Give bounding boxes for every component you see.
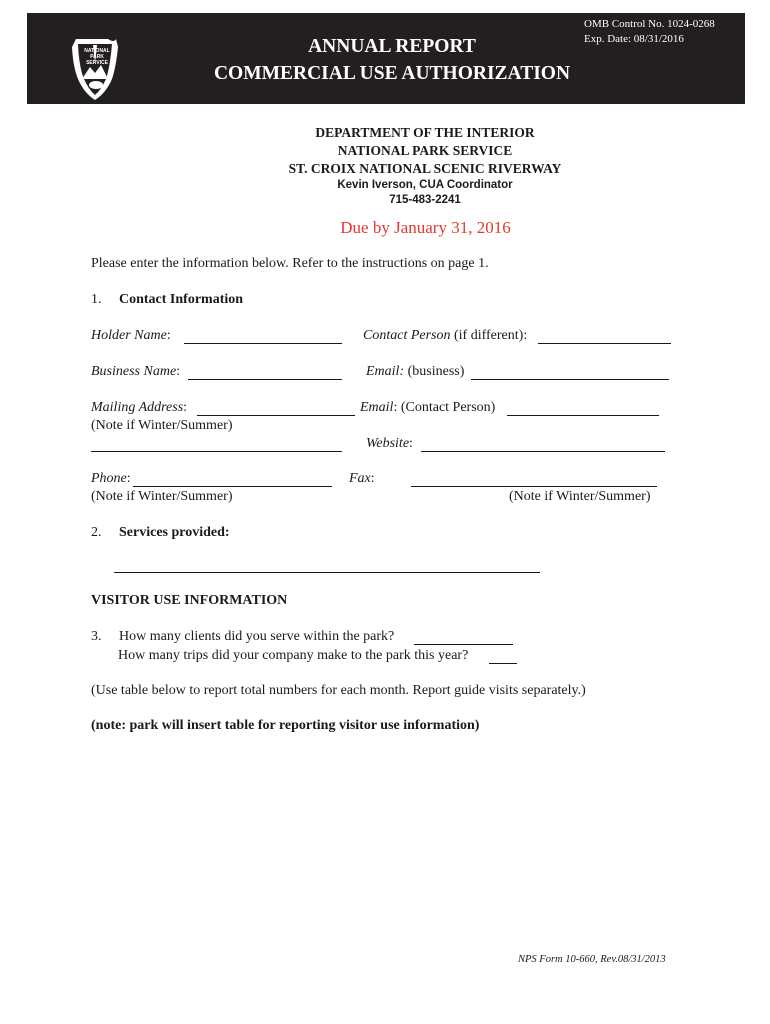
fax-row: Fax:: [349, 471, 375, 486]
services-provided-field[interactable]: [114, 572, 540, 573]
contact-person-label: Contact Person: [363, 328, 451, 343]
website-field[interactable]: [421, 451, 665, 452]
agency-line3: ST. CROIX NATIONAL SCENIC RIVERWAY: [288, 161, 562, 176]
mailing-address-field[interactable]: [197, 415, 355, 416]
nps-arrowhead-logo: [68, 37, 122, 101]
agency-block: [195, 124, 655, 208]
contact-person-if-different: (if different):: [454, 328, 528, 343]
agency-line1: DEPARTMENT OF THE INTERIOR: [315, 125, 535, 140]
fax-note: (Note if Winter/Summer): [509, 489, 651, 504]
omb-control-number: OMB Control No. 1024-0268: [584, 18, 715, 30]
form-title-line1: ANNUAL REPORT: [308, 36, 476, 57]
phone-note: (Note if Winter/Summer): [91, 489, 233, 504]
section1-number: 1.: [91, 292, 102, 307]
form-header-band: [27, 13, 745, 104]
insert-table-note: (note: park will insert table for reporting visitor use information): [91, 718, 480, 733]
visitor-use-heading: VISITOR USE INFORMATION: [91, 593, 288, 608]
holder-name-field[interactable]: [184, 343, 342, 344]
coordinator-name: Kevin Iverson, CUA Coordinator: [337, 179, 513, 191]
trips-question: How many trips did your company make to the park this year?: [118, 648, 469, 663]
website-row: Website:: [366, 436, 413, 451]
clients-question: How many clients did you serve within the park?: [119, 629, 395, 644]
omb-info: [584, 17, 715, 47]
intro-text: Please enter the information below. Refer to the instructions on page 1.: [91, 256, 489, 271]
form-title-line2: COMMERCIAL USE AUTHORIZATION: [213, 63, 571, 84]
logo-text-service: SERVICE: [86, 60, 108, 66]
fax-field[interactable]: [411, 486, 657, 487]
contact-email-label: Email: [360, 400, 394, 415]
holder-name-label: Holder Name: [91, 328, 167, 343]
contact-person-field[interactable]: [538, 343, 671, 344]
phone-field[interactable]: [133, 486, 332, 487]
section2-heading: Services provided:: [119, 525, 230, 540]
fax-label: Fax: [349, 471, 371, 486]
logo-text-national: NATIONAL: [84, 48, 110, 54]
mailing-address-label: Mailing Address: [91, 400, 184, 415]
form-title: [177, 33, 607, 87]
trips-field[interactable]: [489, 663, 517, 664]
holder-name-row: Holder Name:: [91, 328, 171, 343]
business-email-qualifier: (business): [407, 364, 465, 379]
coordinator-phone: 715-483-2241: [389, 194, 461, 206]
mailing-address-row: Mailing Address:: [91, 400, 188, 415]
expiration-date: Exp. Date: 08/31/2016: [584, 33, 684, 45]
contact-email-row: [360, 400, 495, 416]
logo-text-park: PARK: [90, 54, 104, 60]
business-email-field[interactable]: [471, 379, 669, 380]
section2-number: 2.: [91, 525, 102, 540]
agency-line2: NATIONAL PARK SERVICE: [337, 143, 513, 158]
form-footer: NPS Form 10-660, Rev.08/31/2013: [518, 954, 666, 965]
due-date: Due by January 31, 2016: [340, 218, 511, 237]
website-label: Website: [366, 436, 410, 451]
business-email-row: [366, 364, 464, 380]
business-name-row: Business Name:: [91, 364, 181, 379]
table-instruction: (Use table below to report total numbers for each month. Report guide visits separately.): [91, 683, 586, 698]
section1-heading: Contact Information: [119, 292, 244, 307]
phone-label: Phone: [91, 471, 127, 486]
section3-number: 3.: [91, 629, 102, 644]
business-name-label: Business Name: [91, 364, 177, 379]
mailing-address-field-line2[interactable]: [91, 451, 342, 452]
business-name-field[interactable]: [188, 379, 342, 380]
contact-email-qualifier: : (Contact Person): [393, 400, 496, 415]
business-email-label: Email:: [366, 364, 405, 379]
contact-email-field[interactable]: [507, 415, 659, 416]
contact-person-row: [363, 328, 527, 344]
clients-field[interactable]: [414, 644, 513, 645]
phone-row: Phone:: [91, 471, 131, 486]
mailing-note: (Note if Winter/Summer): [91, 418, 233, 433]
